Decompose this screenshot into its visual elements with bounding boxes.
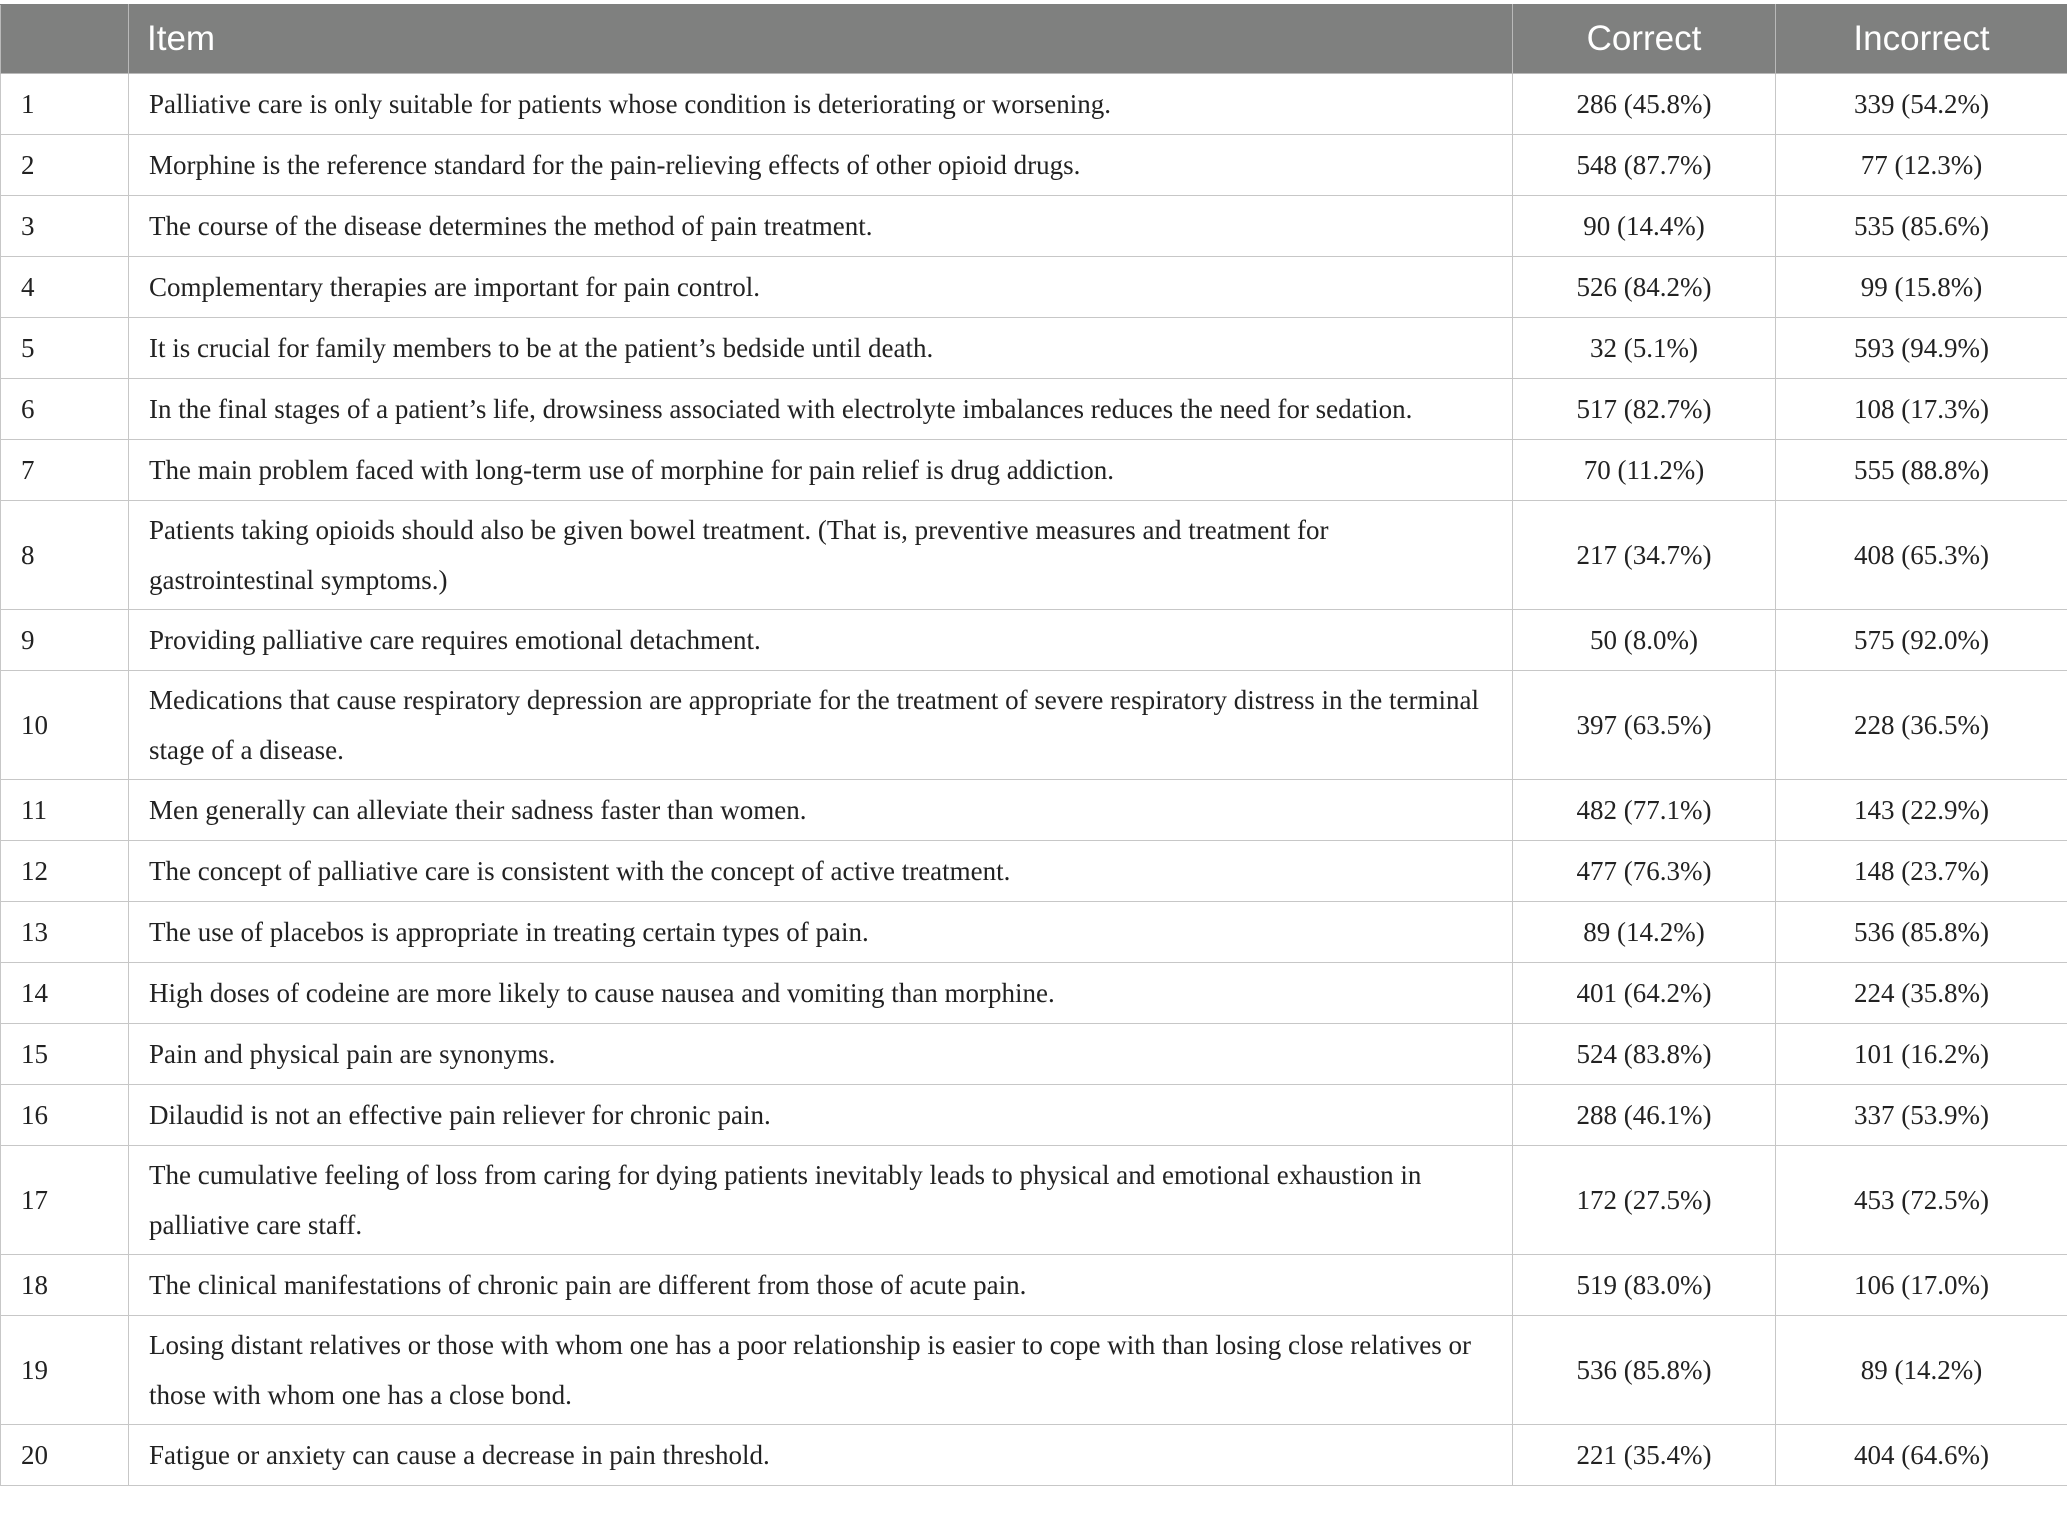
- row-incorrect-count: 555 (88.8%): [1776, 440, 2067, 501]
- row-number: 10: [1, 671, 129, 780]
- row-correct-count: 90 (14.4%): [1513, 196, 1776, 257]
- row-incorrect-count: 453 (72.5%): [1776, 1146, 2067, 1255]
- row-correct-count: 172 (27.5%): [1513, 1146, 1776, 1255]
- row-item-text: Fatigue or anxiety can cause a decrease in pain threshold.: [129, 1425, 1513, 1486]
- table-row: [1, 780, 2067, 841]
- row-correct-count: 401 (64.2%): [1513, 963, 1776, 1024]
- table-row: [1, 1024, 2067, 1085]
- header-correct: Correct: [1513, 5, 1776, 74]
- row-incorrect-count: 339 (54.2%): [1776, 74, 2067, 135]
- row-number: 5: [1, 318, 129, 379]
- row-number: 2: [1, 135, 129, 196]
- row-incorrect-count: 575 (92.0%): [1776, 610, 2067, 671]
- row-incorrect-count: 536 (85.8%): [1776, 902, 2067, 963]
- table-row: [1, 671, 2067, 780]
- row-correct-count: 50 (8.0%): [1513, 610, 1776, 671]
- row-number: 18: [1, 1255, 129, 1316]
- row-incorrect-count: 101 (16.2%): [1776, 1024, 2067, 1085]
- table-row: [1, 841, 2067, 902]
- row-item-text: The clinical manifestations of chronic pain are different from those of acute pain.: [129, 1255, 1513, 1316]
- row-incorrect-count: 535 (85.6%): [1776, 196, 2067, 257]
- row-number: 11: [1, 780, 129, 841]
- row-number: 6: [1, 379, 129, 440]
- row-incorrect-count: 404 (64.6%): [1776, 1425, 2067, 1486]
- row-number: 19: [1, 1316, 129, 1425]
- header-incorrect: Incorrect: [1776, 5, 2067, 74]
- table-row: [1, 196, 2067, 257]
- table-row: [1, 1316, 2067, 1425]
- table-row: [1, 963, 2067, 1024]
- table-row: [1, 440, 2067, 501]
- row-item-text: Palliative care is only suitable for patients whose condition is deteriorating or worsening.: [129, 74, 1513, 135]
- row-correct-count: 32 (5.1%): [1513, 318, 1776, 379]
- table-row: [1, 257, 2067, 318]
- row-correct-count: 217 (34.7%): [1513, 501, 1776, 610]
- row-number: 7: [1, 440, 129, 501]
- row-item-text: The cumulative feeling of loss from caring for dying patients inevitably leads to physical and emotional exhaustion in palliative care staff.: [129, 1146, 1513, 1255]
- row-correct-count: 286 (45.8%): [1513, 74, 1776, 135]
- row-number: 20: [1, 1425, 129, 1486]
- row-item-text: Patients taking opioids should also be given bowel treatment. (That is, preventive measures and treatment for gastrointestinal symptoms.): [129, 501, 1513, 610]
- row-correct-count: 517 (82.7%): [1513, 379, 1776, 440]
- row-item-text: The main problem faced with long-term use of morphine for pain relief is drug addiction.: [129, 440, 1513, 501]
- row-incorrect-count: 224 (35.8%): [1776, 963, 2067, 1024]
- header-item: Item: [129, 5, 1513, 74]
- row-item-text: Losing distant relatives or those with whom one has a poor relationship is easier to cope with than losing close relatives or those with whom one has a close bond.: [129, 1316, 1513, 1425]
- row-incorrect-count: 228 (36.5%): [1776, 671, 2067, 780]
- row-number: 13: [1, 902, 129, 963]
- row-correct-count: 477 (76.3%): [1513, 841, 1776, 902]
- table-row: [1, 379, 2067, 440]
- row-item-text: Morphine is the reference standard for the pain-relieving effects of other opioid drugs.: [129, 135, 1513, 196]
- table-row: [1, 501, 2067, 610]
- header-number: [1, 5, 129, 74]
- row-correct-count: 482 (77.1%): [1513, 780, 1776, 841]
- row-incorrect-count: 408 (65.3%): [1776, 501, 2067, 610]
- row-correct-count: 70 (11.2%): [1513, 440, 1776, 501]
- row-item-text: The course of the disease determines the method of pain treatment.: [129, 196, 1513, 257]
- row-incorrect-count: 99 (15.8%): [1776, 257, 2067, 318]
- row-item-text: The use of placebos is appropriate in treating certain types of pain.: [129, 902, 1513, 963]
- row-correct-count: 397 (63.5%): [1513, 671, 1776, 780]
- table-row: [1, 1425, 2067, 1486]
- table-row: [1, 318, 2067, 379]
- row-incorrect-count: 108 (17.3%): [1776, 379, 2067, 440]
- row-incorrect-count: 143 (22.9%): [1776, 780, 2067, 841]
- row-correct-count: 288 (46.1%): [1513, 1085, 1776, 1146]
- table-row: [1, 1146, 2067, 1255]
- row-correct-count: 526 (84.2%): [1513, 257, 1776, 318]
- row-correct-count: 89 (14.2%): [1513, 902, 1776, 963]
- row-number: 1: [1, 74, 129, 135]
- row-number: 8: [1, 501, 129, 610]
- row-incorrect-count: 77 (12.3%): [1776, 135, 2067, 196]
- row-item-text: Men generally can alleviate their sadness faster than women.: [129, 780, 1513, 841]
- row-correct-count: 524 (83.8%): [1513, 1024, 1776, 1085]
- table-row: [1, 74, 2067, 135]
- row-incorrect-count: 148 (23.7%): [1776, 841, 2067, 902]
- table-row: [1, 610, 2067, 671]
- row-correct-count: 536 (85.8%): [1513, 1316, 1776, 1425]
- row-incorrect-count: 593 (94.9%): [1776, 318, 2067, 379]
- header-row: [1, 5, 2067, 74]
- table-header: [1, 5, 2067, 74]
- knowledge-items-table: [0, 4, 2067, 1486]
- row-item-text: Complementary therapies are important for pain control.: [129, 257, 1513, 318]
- row-item-text: High doses of codeine are more likely to cause nausea and vomiting than morphine.: [129, 963, 1513, 1024]
- table-row: [1, 902, 2067, 963]
- row-number: 14: [1, 963, 129, 1024]
- row-item-text: It is crucial for family members to be at the patient’s bedside until death.: [129, 318, 1513, 379]
- row-item-text: The concept of palliative care is consistent with the concept of active treatment.: [129, 841, 1513, 902]
- row-number: 9: [1, 610, 129, 671]
- row-incorrect-count: 106 (17.0%): [1776, 1255, 2067, 1316]
- row-number: 12: [1, 841, 129, 902]
- table-row: [1, 1085, 2067, 1146]
- row-number: 3: [1, 196, 129, 257]
- row-number: 17: [1, 1146, 129, 1255]
- row-item-text: Dilaudid is not an effective pain reliever for chronic pain.: [129, 1085, 1513, 1146]
- row-correct-count: 221 (35.4%): [1513, 1425, 1776, 1486]
- row-incorrect-count: 337 (53.9%): [1776, 1085, 2067, 1146]
- table-row: [1, 135, 2067, 196]
- row-item-text: In the final stages of a patient’s life, drowsiness associated with electrolyte imbalances reduces the need for sedation.: [129, 379, 1513, 440]
- row-incorrect-count: 89 (14.2%): [1776, 1316, 2067, 1425]
- row-number: 15: [1, 1024, 129, 1085]
- row-item-text: Pain and physical pain are synonyms.: [129, 1024, 1513, 1085]
- row-correct-count: 548 (87.7%): [1513, 135, 1776, 196]
- row-number: 16: [1, 1085, 129, 1146]
- row-number: 4: [1, 257, 129, 318]
- row-correct-count: 519 (83.0%): [1513, 1255, 1776, 1316]
- row-item-text: Providing palliative care requires emotional detachment.: [129, 610, 1513, 671]
- table-body: [1, 74, 2067, 1486]
- row-item-text: Medications that cause respiratory depression are appropriate for the treatment of severe respiratory distress in the terminal stage of a disease.: [129, 671, 1513, 780]
- table-row: [1, 1255, 2067, 1316]
